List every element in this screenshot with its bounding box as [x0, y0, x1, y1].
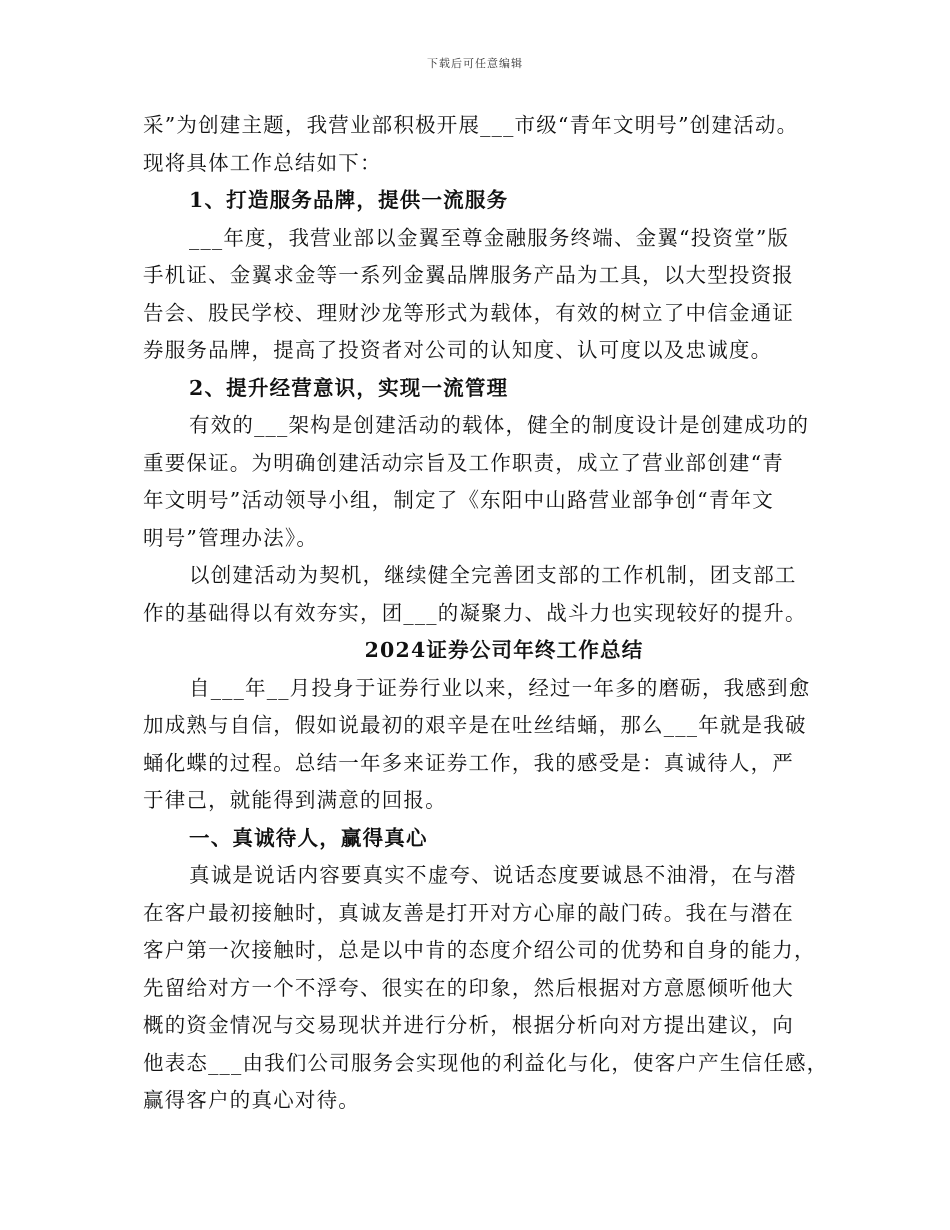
paragraph-line: ___年度，我营业部以金翼至尊金融服务终端、金翼“投资堂”版: [189, 225, 790, 250]
paragraph-line: 年文明号”活动领导小组，制定了《东阳中山路营业部争创“青年文: [143, 488, 774, 512]
paragraph-line: 于律己，就能得到满意的回报。: [143, 788, 447, 812]
paragraph-line: 作的基础得以有效夯实，团___的凝聚力、战斗力也实现较好的提升。: [143, 600, 807, 625]
paragraph-line: 重要保证。为明确创建活动宗旨及工作职责，成立了营业部创建“青: [143, 450, 784, 475]
paragraph-line: 加成熟与自信，假如说最初的艰辛是在吐丝结蛹，那么___年就是我破: [143, 713, 807, 737]
paragraph-line: 客户第一次接触时，总是以中肯的态度介绍公司的优势和自身的能力，: [143, 938, 816, 962]
paragraph-line: 以创建活动为契机，继续健全完善团支部的工作机制，团支部工: [189, 563, 797, 587]
document-body: [143, 107, 833, 1120]
paragraph-line: 先留给对方一个不浮夸、很实在的印象，然后根据对方意愿倾听他大: [143, 975, 794, 1000]
paragraph-line: 采”为创建主题，我营业部积极开展___市级“青年文明号”创建活动。: [143, 113, 799, 137]
paragraph-line: 概的资金情况与交易现状并进行分析，根据分析向对方提出建议，向: [143, 1013, 794, 1037]
section-heading: 1、打造服务品牌，提供一流服务: [189, 188, 509, 212]
paragraph-line: 有效的___架构是创建活动的载体，健全的制度设计是创建成功的: [189, 413, 810, 437]
page-header: 下载后可任意编辑: [427, 57, 523, 70]
paragraph-line: 在客户最初接触时，真诚友善是打开对方心扉的敲门砖。我在与潜在: [143, 900, 794, 925]
paragraph-line: 真诚是说话内容要真实不虚夸、说话态度要诚恳不油滑，在与潜: [189, 863, 797, 887]
paragraph-line: 明号”管理办法》。: [143, 525, 319, 550]
paragraph-line: 自___年__月投身于证券行业以来，经过一年多的磨砺，我感到愈: [189, 675, 811, 700]
paragraph-line: 他表态___由我们公司服务会实现他的利益化与化，使客户产生信任感，: [143, 1050, 829, 1075]
paragraph-line: 蛹化蝶的过程。总结一年多来证券工作，我的感受是：真诚待人，严: [143, 750, 794, 775]
paragraph-line: 赢得客户的真心对待。: [143, 1088, 360, 1112]
paragraph-line: 券服务品牌，提高了投资者对公司的认知度、认可度以及忠诚度。: [143, 338, 773, 362]
paragraph-line: 手机证、金翼求金等一系列金翼品牌服务产品为工具，以大型投资报: [143, 263, 794, 287]
section-heading: 2、提升经营意识，实现一流管理: [189, 375, 509, 400]
section-heading: 一、真诚待人，赢得真心: [189, 825, 428, 850]
paragraph-line: 告会、股民学校、理财沙龙等形式为载体，有效的树立了中信金通证: [143, 300, 794, 325]
document-title: 2024证券公司年终工作总结: [364, 638, 644, 662]
paragraph-line: 现将具体工作总结如下：: [143, 150, 382, 175]
